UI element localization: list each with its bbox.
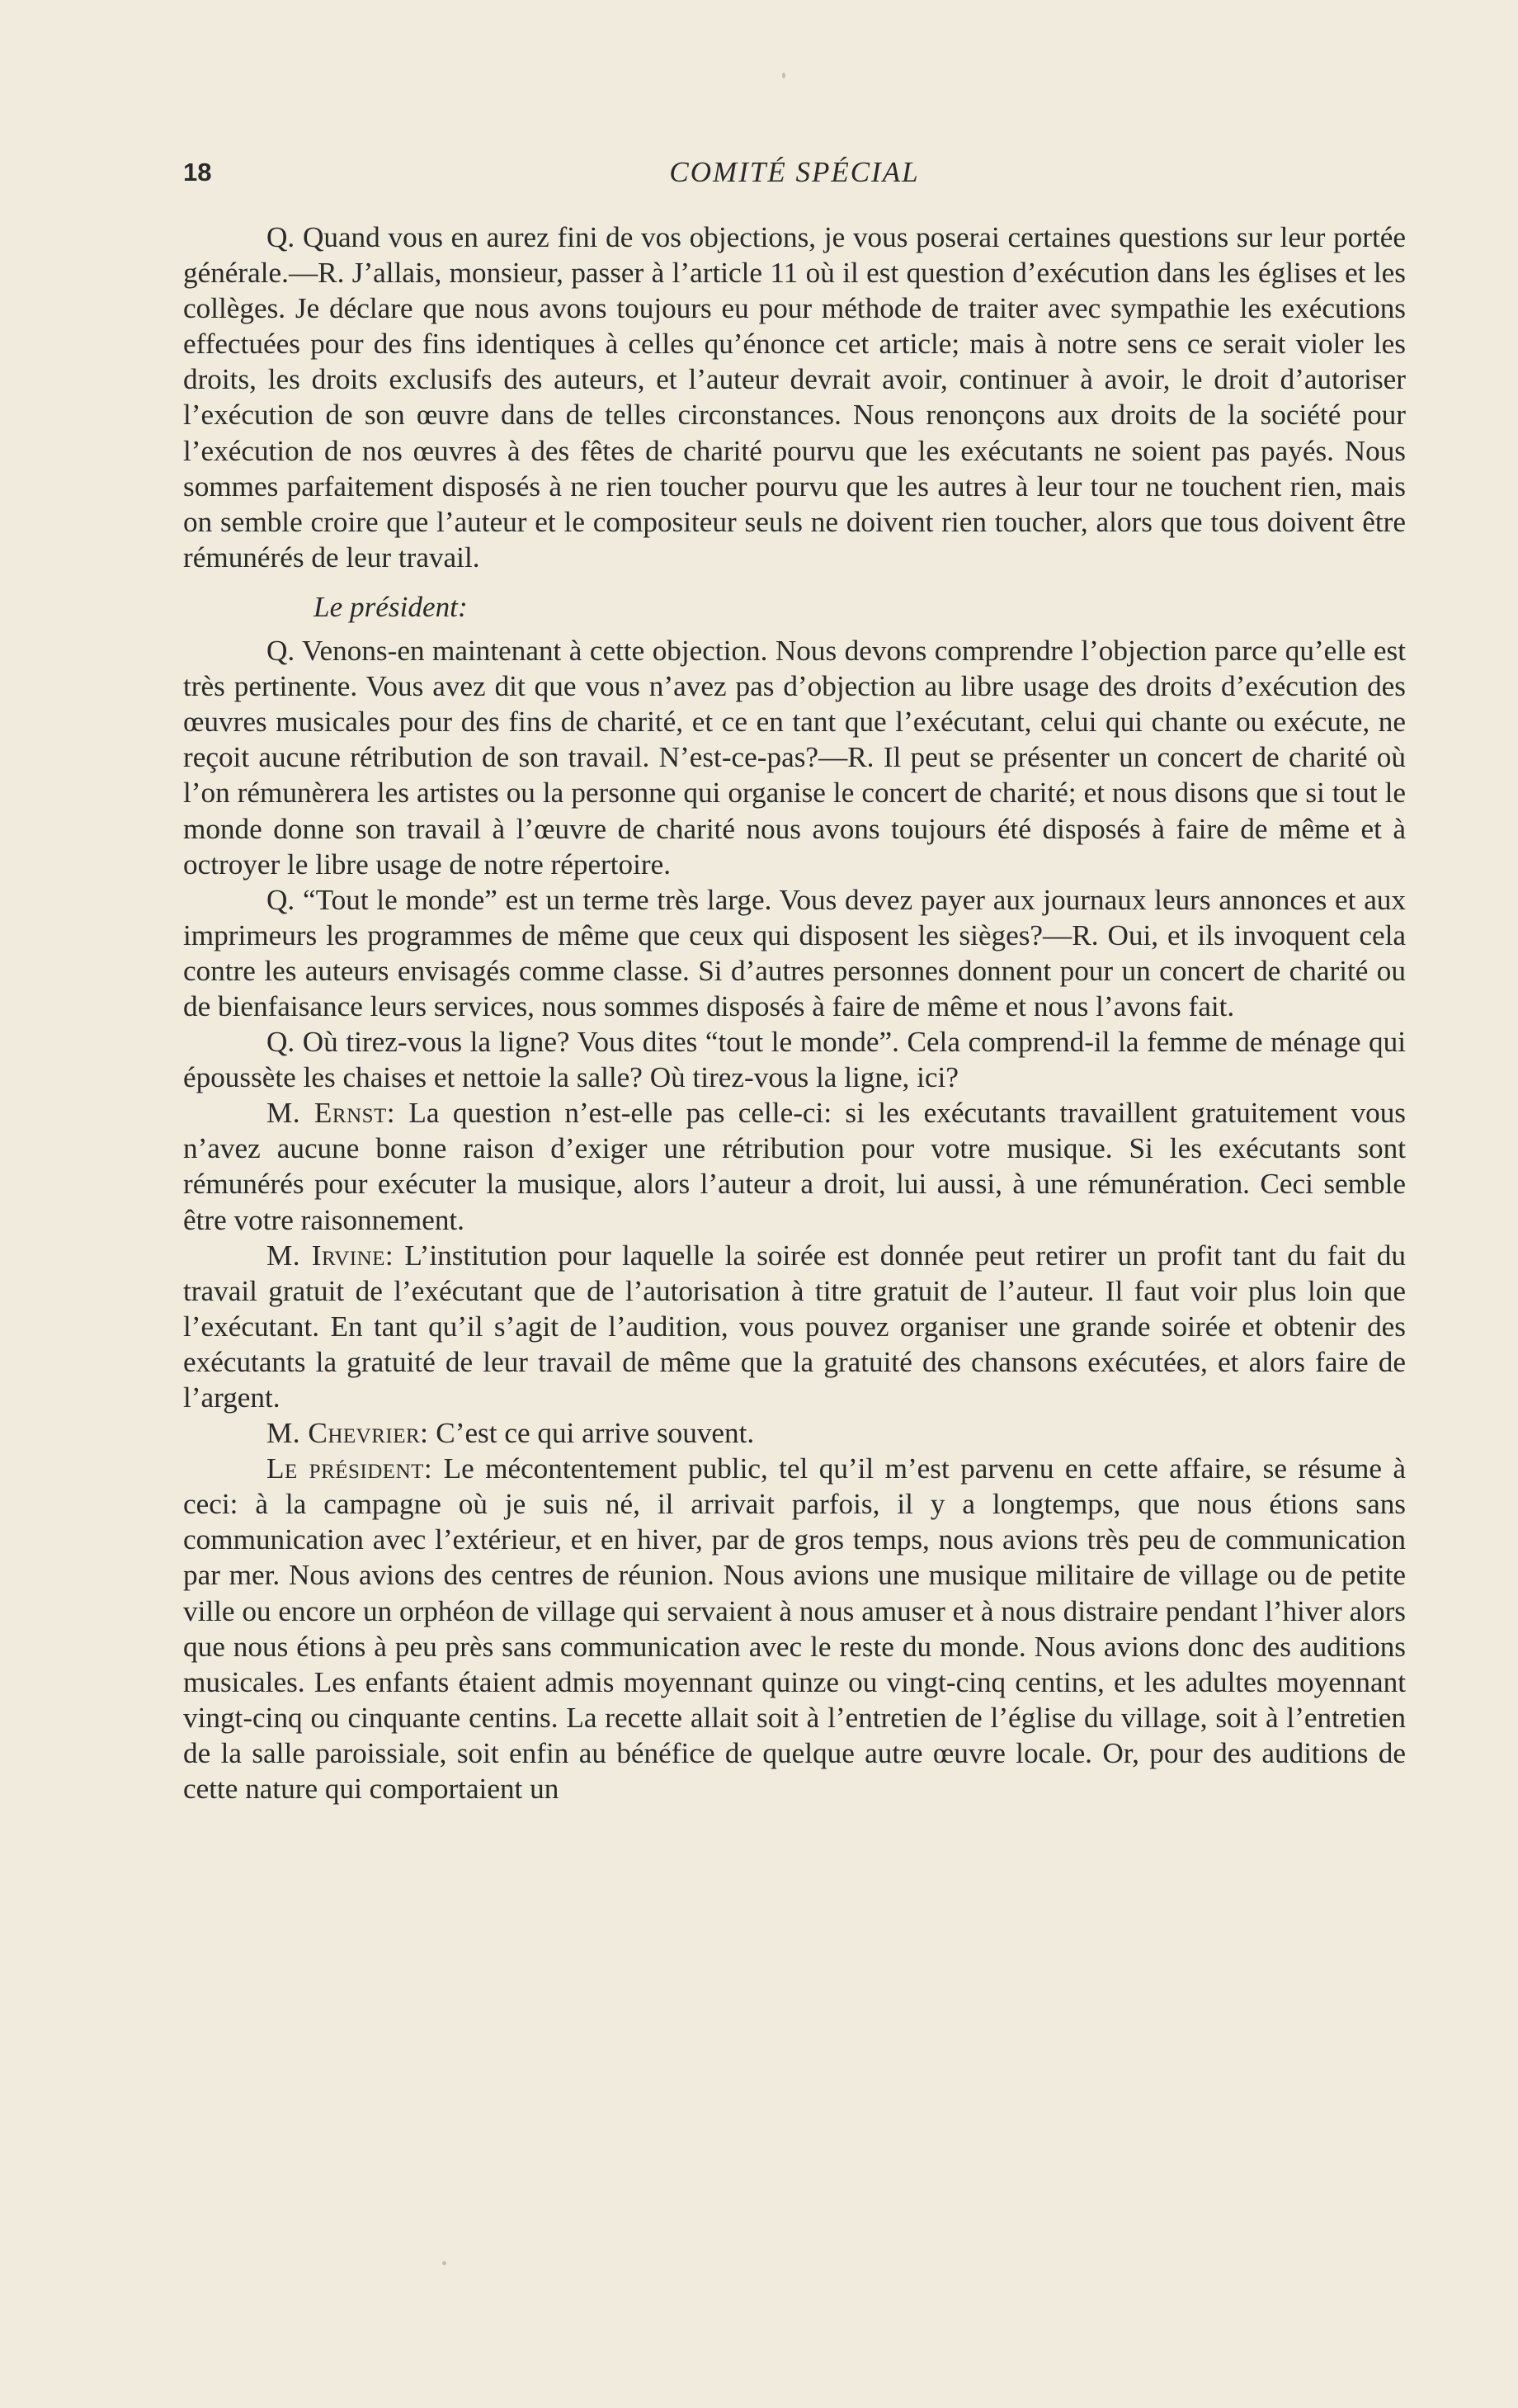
paper-speck (782, 73, 785, 78)
running-head: COMITÉ SPÉCIAL (669, 156, 920, 188)
paper-speck (442, 2261, 446, 2265)
paragraph-text: C’est ce qui arrive souvent. (428, 1417, 755, 1450)
speaker-name: M. Irvine: (266, 1239, 394, 1272)
page-body (183, 220, 1406, 1806)
speaker-name: M. Chevrier: (266, 1417, 429, 1450)
speaker-heading: Le président: (314, 590, 468, 623)
paragraph-text: Le mécontentement public, tel qu’il m’est parvenu en cette affaire, se résume à ceci: à la campagne où je suis né, il arrivait parfois, il y a longtemps, que nous étions sans communication avec l’extérieur, et en hiver, par de gros temps, nous avions très peu de communication par mer. Nous avions des centres de réunion. Nous avions une musique militaire de village ou de petite ville ou encore un orphéon de village qui servaient à nous amuser et à nous distraire pendant l’hiver alors que nous étions à peu près sans communication avec le reste du monde. Nous avions donc des auditions musicales. Les enfants étaient admis moyennant quinze ou vingt-cinq centins, et les adultes moyennant vingt-cinq ou cinquante centins. La recette allait soit à l’entretien de l’église du village, soit à l’entretien de la salle paroissiale, soit enfin au bénéfice de quelque autre œuvre locale. Or, pour des auditions de cette nature qui comportaient un (183, 1452, 1406, 1806)
paragraph: Q. Venons-en maintenant à cette objection. Nous devons comprendre l’objection parce qu’elle est très pertinente. Vous avez dit que vous n’avez pas d’objection au libre usage des droits d’exécution des œuvres musicales pour des fins de charité, et ce en tant que l’exécutant, celui qui chante ou exécute, ne reçoit aucune rétribution de son travail. N’est-ce-pas?—R. Il peut se présenter un concert de charité où l’on rémunèrera les artistes ou la personne qui organise le concert de charité; et nous disons que si tout le monde donne son travail à l’œuvre de charité nous avons toujours été disposés à faire de même et à octroyer le libre usage de notre répertoire. (183, 635, 1406, 881)
paragraph (183, 1451, 1406, 1806)
page-header (183, 152, 1406, 193)
paragraph: Q. “Tout le monde” est un terme très large. Vous devez payer aux journaux leurs annonces et aux imprimeurs les programmes de même que ceux qui disposent les sièges?—R. Oui, et ils invoquent cela contre les auteurs envisagés comme classe. Si d’autres personnes donnent pour un concert de charité ou de bienfaisance leurs services, nous sommes disposés à faire de même et nous l’avons fait. (183, 883, 1406, 1022)
speaker-name: M. Ernst: (266, 1097, 396, 1130)
page-number: 18 (183, 158, 212, 187)
paragraph (183, 1238, 1406, 1415)
paragraph: Q. Quand vous en aurez fini de vos objections, je vous poserai certaines questions sur leur portée générale.—R. J’allais, monsieur, passer à l’article 11 où il est question d’exécution dans les églises et les collèges. Je déclare que nous avons toujours eu pour méthode de traiter avec sympathie les exécutions effectuées pour des fins identiques à celles qu’énonce cet article; mais à notre sens ce serait violer les droits, les droits exclusifs des auteurs, et l’auteur devrait avoir, continuer à avoir, le droit d’autoriser l’exécution de son œuvre dans de telles circonstances. Nous renonçons aux droits de la société pour l’exécution de nos œuvres à des fêtes de charité pourvu que les exécutants ne soient pas payés. Nous sommes parfaitement disposés à ne rien toucher pourvu que les autres à leur tour ne touchent rien, mais on semble croire que l’auteur et le compositeur seuls ne doivent rien toucher, alors que tous doivent être rémunérés de leur travail. (183, 221, 1406, 574)
paragraph (183, 1415, 1406, 1451)
paragraph (183, 1095, 1406, 1237)
paragraph-text: La question n’est-elle pas celle-ci: si les exécutants travaillent gratuitement vous n’avez aucune bonne raison d’exiger une rétribution pour votre musique. Si les exécutants sont rémunérés pour exécuter la musique, alors l’auteur a droit, lui aussi, à une rémunération. Ceci semble être votre raisonnement. (183, 1097, 1406, 1236)
speaker-name: Le président: (266, 1452, 433, 1485)
paragraph-text: L’institution pour laquelle la soirée est donnée peut retirer un profit tant du fait du travail gratuit de l’exécutant que de l’autorisation à titre gratuit de l’auteur. Il faut voir plus loin que l’exécutant. En tant qu’il s’agit de l’audition, vous pouvez organiser une grande soirée et obtenir des exécutants la gratuité de leur travail de même que la gratuité des chansons exécutées, et alors faire de l’argent. (183, 1239, 1406, 1414)
paragraph: Q. Où tirez-vous la ligne? Vous dites “tout le monde”. Cela comprend-il la femme de ménage qui époussète les chaises et nettoie la salle? Où tirez-vous la ligne, ici? (183, 1026, 1406, 1094)
